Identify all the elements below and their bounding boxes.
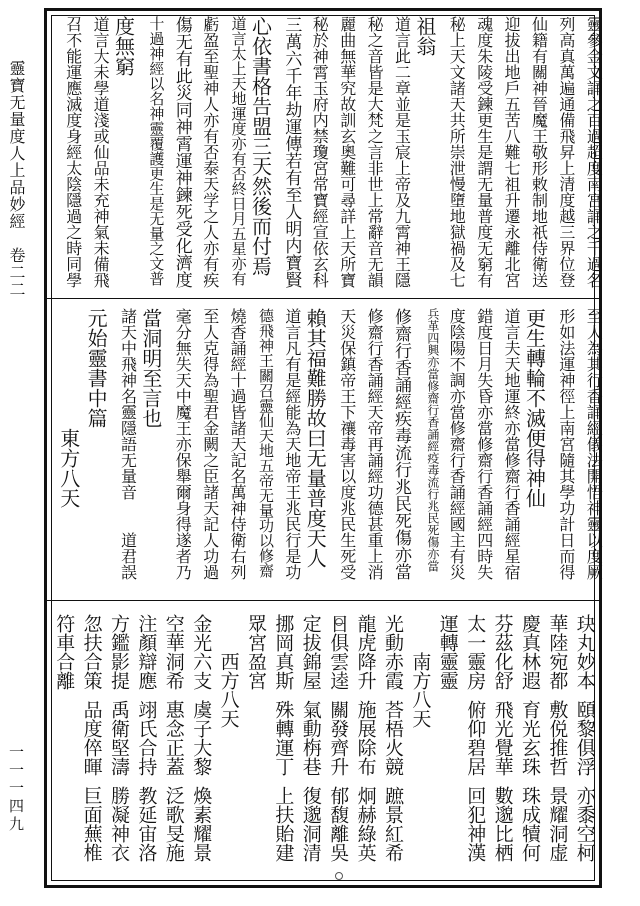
verse-cell: 玦丸妙本 (573, 614, 596, 690)
section-upper (50, 14, 604, 296)
section2-column: 天災保鎮帝王下禳毒害以度兆民生死受 (337, 308, 357, 580)
verse-cell: 龍虎降升 (354, 614, 377, 690)
section1-column: 虧盈至聖神人亦有否泰天学之人亦有疾 (200, 16, 220, 288)
section1-column: 迎拔出地戶五苦八難七祖升遷永離北宮 (502, 16, 522, 288)
section1-column: 靈參金文誦之百過超度南宮誦之千過名 (584, 16, 604, 288)
verse-cell: 郁馥離吳 (327, 786, 350, 862)
verse-cell: 上扶貽建 (272, 786, 295, 862)
verse-cell: 惠念正蓋 (162, 700, 185, 776)
section1-column: 祖翁 (412, 16, 437, 56)
verse-cell: 運轉靈靈 (436, 614, 459, 690)
section1-column: 三萬六千年劫運傳若有至人明内寶賢 (281, 16, 302, 288)
section2-column: 德飛神王關召靈仙天地五帝无量功以修齋 (257, 308, 275, 578)
verse-cell: 定拔錦屋 (299, 614, 322, 690)
section1-column: 道言太上天地運度亦有否終日月五星亦有 (229, 16, 248, 286)
section2-column: 形如法運神徑上南宮隨其學功計日而得 (556, 308, 576, 580)
section2-column: 度陰陽不調亦當修齋行香誦經國主有災 (447, 308, 467, 580)
verse-cell: 眾宮盈宮 (245, 614, 267, 690)
section2-column: 元始靈書中篇 (84, 308, 109, 428)
section1-column: 傷无有此災同神霄運神鍊死受化濟度 (171, 16, 192, 288)
verse-cell: 炯赫綠英 (354, 786, 377, 862)
section1-column: 召不能運應滅度身經太陰隱過之時同學 (63, 16, 83, 288)
verse-cell: 珠成犢何 (519, 786, 541, 862)
section1-column: 秘於神霄玉府内禁瓊宮常寶經宣依玄科 (310, 16, 330, 288)
section-divider-2 (47, 600, 601, 601)
verse-cell: 日俱雲逵 (327, 614, 350, 690)
section1-column: 心依書格告盟三天然後而付焉 (248, 16, 273, 276)
verse-cell: 南方八天 (409, 614, 432, 728)
section1-column: 十過神經以名神靈覆護更生是无量之文普 (147, 16, 166, 286)
section1-column: 麗曲無華究故訓玄奧難可尋詳上天所寶 (337, 16, 357, 288)
verse-cell: 景耀洞虚 (546, 786, 569, 862)
section1-column: 魂度朱陵受鍊更生是謂无量普度无窮有 (474, 16, 494, 288)
section1-column: 度無窮 (111, 16, 136, 76)
verse-cell: 頤黎俱浮 (573, 700, 596, 776)
verse-cell: 關發齊升 (327, 700, 350, 776)
verse-cell: 忽扶合策 (80, 614, 103, 690)
verse-cell: 空華洞希 (162, 614, 185, 690)
verse-cell: 俯仰碧居 (464, 700, 487, 776)
section-middle (50, 306, 604, 596)
verse-cell: 符車合離 (53, 614, 76, 690)
verse-cell: 慶真林遐 (519, 614, 541, 690)
verse-cell: 復邈洞清 (299, 786, 322, 862)
margin-title: 靈寶无量度人上品妙經 卷二二 (7, 60, 26, 298)
verse-cell: 翊氏合持 (135, 700, 158, 776)
verse-cell: 育光玄珠 (519, 700, 541, 776)
verse-cell: 敷侻推哲 (546, 700, 569, 776)
section1-column: 秘上天文諸天共所崇泄慢墮地獄禍及七 (447, 16, 467, 288)
section2-column: 道言凡有是經能為天地帝王兆民行是功 (282, 308, 302, 580)
verse-cell: 亦黍空柯 (573, 786, 596, 862)
verse-cell: 西方八天 (217, 614, 240, 728)
verse-cell: 殊轉運丁 (272, 700, 295, 776)
verse-cell: 太一靈房 (464, 614, 487, 690)
section1-column: 道言此二章並是玉宸上帝及九霄神王隱 (392, 16, 412, 288)
section1-column: 列高真萬遍通備飛昇上清度越三界位登 (556, 16, 576, 288)
verse-cell: 芬茲化舒 (491, 614, 514, 690)
verse-cell: 教延宙洛 (135, 786, 158, 862)
section-divider-1 (47, 298, 601, 299)
section2-column: 至人克得為聖君金闕之臣諸天記人功過 (200, 308, 220, 580)
verse-cell: 氣動栴巷 (299, 700, 322, 776)
section2-column: 修齋行香誦經疾毒流行兆民死傷亦當 (391, 308, 411, 580)
verse-cell: 荅梧火競 (382, 700, 404, 776)
verse-cell: 華陸宛都 (546, 614, 569, 690)
section1-column: 道言大未學道淺或仙品未充神氣未備飛 (91, 16, 111, 288)
section2-column: 燒香誦經十過皆諸天記名萬神侍衛右列 (228, 308, 248, 580)
verse-cell: 金光六支 (190, 614, 213, 690)
verse-cell: 注顏辯應 (135, 614, 158, 690)
section2-column: 錯度日月失昏亦當修齋行香誦經四時失 (474, 308, 494, 580)
section-lower (50, 610, 598, 882)
section2-column: 道言夫天地運終亦當修齋行香誦經星宿 (502, 308, 522, 580)
section2-column: 諸天中飛神名靈隱語无量音 道君誤 (118, 308, 138, 580)
section2-column: 更生轉輪不滅便得神仙 (522, 308, 547, 508)
circle-mark (335, 618, 343, 626)
verse-cell: 泛歌旻施 (162, 786, 185, 862)
verse-cell: 虞子大黎 (190, 700, 213, 776)
verse-cell: 挪岡真斯 (272, 614, 295, 690)
section2-column: 東方八天 (56, 308, 81, 508)
section2-column: 賴其福難勝故曰无量普度天人 (303, 308, 328, 568)
verse-cell: 施展除布 (354, 700, 377, 776)
verse-cell: 勝凝神衣 (108, 786, 130, 862)
verse-cell: 方鑑影提 (108, 614, 130, 690)
verse-cell: 飛光覺華 (491, 700, 514, 776)
verse-cell: 品度倅暉 (80, 700, 103, 776)
verse-cell: 煥素耀景 (190, 786, 213, 862)
verse-cell: 數邈比栖 (491, 786, 514, 862)
section2-column: 修齋行香誦經天帝再誦經功德甚重上消 (365, 308, 385, 580)
verse-cell: 蹠景紅希 (382, 786, 404, 862)
section2-column: 毫分無失天中魔王亦保舉爾身得遂者乃 (173, 308, 193, 580)
circle-mark (335, 872, 343, 880)
section1-column: 仙籍有關神晉魔王敬形敕制地祇侍衛送 (529, 16, 549, 288)
verse-cell: 巨面蕪椎 (80, 786, 103, 862)
verse-cell: 光動赤霞 (382, 614, 404, 690)
margin-page-number: 一一一四九 (7, 744, 25, 834)
verse-cell: 禹衛堅濤 (108, 700, 130, 776)
section2-column: 兵革四興亦當修齋行香誦經疫毒流行兆民死傷亦當 (425, 308, 440, 572)
verse-cell: 回犯神漢 (464, 786, 487, 862)
section1-column: 秘之音皆是大梵之言非世上常辭音无韻 (365, 16, 385, 288)
section2-column: 至人為其行香誦經儀法開悟神靈以度厥 (584, 308, 604, 580)
section2-column: 當洞明至言也 (138, 308, 163, 428)
